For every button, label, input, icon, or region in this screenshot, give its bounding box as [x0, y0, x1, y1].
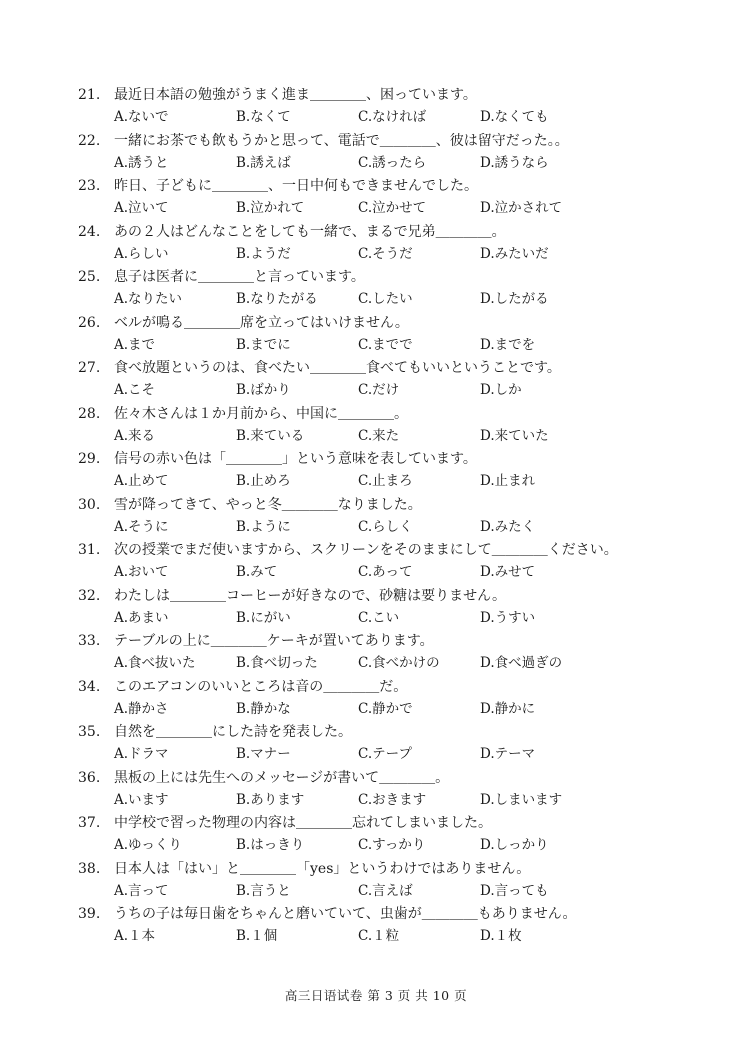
question-26	[78, 312, 718, 358]
question-stem	[78, 357, 718, 379]
option-d: D.来ていた	[480, 427, 549, 444]
option-a: A.あまい	[114, 609, 169, 626]
question-stem	[78, 858, 718, 880]
option-a: A.まで	[114, 336, 156, 353]
option-a: A.こそ	[114, 382, 156, 398]
question-23	[78, 175, 718, 221]
option-a: A.誘うと	[114, 154, 169, 171]
option-b: B.ようだ	[236, 245, 291, 262]
option-d: D.しっかり	[480, 837, 549, 853]
question-32	[78, 585, 718, 631]
question-number: 23.	[78, 178, 101, 194]
question-number: 37.	[78, 815, 101, 831]
option-a: A.おいて	[114, 564, 169, 580]
question-text: 信号の赤い色は「＿＿＿＿」という意味を表しています。	[114, 451, 477, 467]
option-b: B.みて	[236, 564, 278, 580]
option-d: D.なくても	[480, 109, 549, 125]
option-b: B.マナー	[236, 746, 291, 762]
question-text: 次の授業でまだ使いますから、スクリーンをそのままにして＿＿＿＿ください。	[114, 542, 618, 558]
question-stem	[78, 130, 718, 152]
option-c: C.そうだ	[358, 245, 413, 262]
option-c: C.誘ったら	[358, 154, 427, 171]
answer-options	[78, 607, 718, 631]
question-list	[78, 84, 718, 949]
answer-options	[78, 106, 718, 130]
option-d: D.テーマ	[480, 746, 536, 762]
option-a: A.らしい	[114, 245, 169, 262]
question-text: 最近日本語の勉強がうまく進ま＿＿＿＿、困っています。	[114, 87, 477, 103]
option-c: C.テープ	[358, 746, 412, 762]
question-text: わたしは＿＿＿＿コーヒーが好きなので、砂糖は要りません。	[114, 587, 506, 604]
answer-options	[78, 425, 718, 449]
option-d: D.泣かされて	[480, 200, 563, 216]
answer-options	[78, 470, 718, 494]
question-38	[78, 858, 718, 904]
option-b: B.食べ切った	[236, 655, 318, 671]
option-b: B.ばかり	[236, 382, 291, 398]
option-a: A.そうに	[114, 518, 169, 535]
option-a: A.います	[114, 791, 169, 808]
question-text: テーブルの上に＿＿＿＿ケーキが置いてあります。	[114, 633, 434, 649]
option-a: A.泣いて	[114, 200, 169, 216]
option-c: C.来た	[358, 427, 400, 444]
option-c: C.食べかけの	[358, 655, 440, 671]
option-d: D.静かに	[480, 700, 536, 717]
answer-options	[78, 652, 718, 676]
question-stem	[78, 767, 718, 789]
option-b: B.誘えば	[236, 154, 291, 171]
question-stem	[78, 903, 718, 925]
question-39	[78, 903, 718, 949]
question-number: 22.	[78, 132, 101, 149]
question-24	[78, 221, 718, 267]
question-text: 息子は医者に＿＿＿＿と言っています。	[114, 269, 365, 285]
option-c: C.したい	[358, 291, 413, 307]
answer-options	[78, 334, 718, 358]
question-number: 38.	[78, 860, 101, 877]
option-b: B.来ている	[236, 427, 305, 444]
question-stem	[78, 494, 718, 516]
question-number: 27.	[78, 360, 101, 376]
question-27	[78, 357, 718, 403]
option-b: B.ように	[236, 518, 291, 535]
question-number: 31.	[78, 542, 101, 558]
option-c: C.すっかり	[358, 837, 426, 853]
answer-options	[78, 516, 718, 540]
question-22	[78, 130, 718, 176]
option-c: C.あって	[358, 564, 413, 580]
question-33	[78, 630, 718, 676]
question-stem	[78, 175, 718, 197]
question-text: 中学校で習った物理の内容は＿＿＿＿忘れてしまいました。	[114, 815, 492, 831]
question-25	[78, 266, 718, 312]
answer-options	[78, 834, 718, 858]
option-b: B.なりたがる	[236, 291, 318, 307]
answer-options	[78, 288, 718, 312]
question-stem	[78, 448, 718, 470]
question-number: 35.	[78, 724, 101, 740]
question-text: 昨日、子どもに＿＿＿＿、一日中何もできませんでした。	[114, 178, 478, 194]
question-text: 雪が降ってきて、やっと冬＿＿＿＿なりました。	[114, 496, 422, 513]
question-stem	[78, 539, 718, 561]
answer-options	[78, 243, 718, 267]
question-number: 36.	[78, 769, 101, 786]
question-text: あの２人はどんなことをしても一緒で、まるで兄弟＿＿＿＿。	[114, 223, 506, 240]
question-number: 33.	[78, 633, 101, 649]
question-text: 自然を＿＿＿＿にした詩を発表した。	[114, 724, 352, 740]
question-text: うちの子は毎日歯をちゃんと磨いていて、虫歯が＿＿＿＿もありません。	[114, 906, 577, 922]
option-a: A.なりたい	[114, 291, 183, 307]
option-b: B.泣かれて	[236, 200, 305, 216]
question-29	[78, 448, 718, 494]
answer-options	[78, 880, 718, 904]
question-number: 32.	[78, 587, 101, 604]
question-stem	[78, 585, 718, 607]
question-28	[78, 403, 718, 449]
question-34	[78, 676, 718, 722]
question-stem	[78, 721, 718, 743]
option-a: A.静かさ	[114, 700, 169, 717]
option-d: D.までを	[480, 336, 536, 353]
question-stem	[78, 84, 718, 106]
question-text: 食べ放題というのは、食べたい＿＿＿＿食べてもいいということです。	[114, 360, 561, 376]
question-text: 日本人は「はい」と＿＿＿＿「yes」というわけではありません。	[114, 860, 531, 877]
question-number: 24.	[78, 223, 101, 240]
option-a: A.ないで	[114, 109, 169, 125]
option-d: D.止まれ	[480, 473, 536, 489]
question-stem	[78, 403, 718, 425]
question-36	[78, 767, 718, 813]
answer-options	[78, 152, 718, 176]
question-stem	[78, 221, 718, 243]
question-number: 26.	[78, 314, 101, 331]
question-number: 39.	[78, 906, 101, 922]
option-a: A.ドラマ	[114, 746, 169, 762]
question-number: 30.	[78, 496, 101, 513]
option-c: C.止まろ	[358, 473, 413, 489]
question-30	[78, 494, 718, 540]
option-b: B.あります	[236, 791, 305, 808]
option-d: D.うすい	[480, 609, 536, 626]
option-d: D.しまいます	[480, 791, 563, 808]
option-b: B.止めろ	[236, 473, 291, 489]
option-a: A.１本	[114, 928, 156, 944]
question-35	[78, 721, 718, 767]
question-number: 28.	[78, 405, 101, 422]
answer-options	[78, 925, 718, 949]
answer-options	[78, 743, 718, 767]
option-a: A.ゆっくり	[114, 837, 182, 853]
question-21	[78, 84, 718, 130]
option-b: B.はっきり	[236, 837, 305, 853]
question-text: このエアコンのいいところは音の＿＿＿＿だ。	[114, 678, 408, 695]
question-text: 一緒にお茶でも飲もうかと思って、電話で＿＿＿＿、彼は留守だった。。	[114, 132, 569, 149]
option-b: B.静かな	[236, 700, 291, 717]
option-a: A.食べ抜いた	[114, 655, 196, 671]
answer-options	[78, 698, 718, 722]
option-d: D.みせて	[480, 564, 536, 580]
answer-options	[78, 197, 718, 221]
question-number: 21.	[78, 87, 101, 103]
option-d: D.したがる	[480, 291, 549, 307]
option-c: C.らしく	[358, 518, 413, 535]
question-31	[78, 539, 718, 585]
question-number: 34.	[78, 678, 101, 695]
option-d: D.みたく	[480, 518, 536, 535]
page-footer: 高三日语试卷 第 3 页 共 10 页	[284, 988, 468, 1003]
question-number: 29.	[78, 451, 101, 467]
option-b: B.１個	[236, 928, 278, 944]
option-b: B.なくて	[236, 109, 291, 125]
option-a: A.来る	[114, 427, 156, 444]
question-stem	[78, 676, 718, 698]
option-a: A.言って	[114, 882, 169, 899]
question-number: 25.	[78, 269, 101, 285]
question-37	[78, 812, 718, 858]
answer-options	[78, 379, 718, 403]
option-b: B.までに	[236, 336, 291, 353]
option-c: C.静かで	[358, 700, 413, 717]
option-c: C.泣かせて	[358, 200, 427, 216]
option-d: D.しか	[480, 382, 522, 398]
answer-options	[78, 789, 718, 813]
option-d: D.食べ過ぎの	[480, 655, 563, 671]
option-b: B.にがい	[236, 609, 291, 626]
question-stem	[78, 630, 718, 652]
question-stem	[78, 266, 718, 288]
option-c: C.１粒	[358, 928, 400, 944]
question-stem	[78, 812, 718, 834]
option-c: C.だけ	[358, 382, 400, 398]
question-text: 黒板の上には先生へのメッセージが書いて＿＿＿＿。	[114, 769, 450, 786]
option-c: C.こい	[358, 609, 400, 626]
option-b: B.言うと	[236, 882, 291, 899]
question-text: 佐々木さんは１か月前から、中国に＿＿＿＿。	[114, 405, 408, 422]
option-d: D.言っても	[480, 882, 549, 899]
option-d: D.誘うなら	[480, 154, 549, 171]
option-d: D.１枚	[480, 928, 522, 944]
option-d: D.みたいだ	[480, 245, 549, 262]
option-c: C.までで	[358, 336, 413, 353]
question-stem	[78, 312, 718, 334]
option-c: C.言えば	[358, 882, 413, 899]
option-c: C.なければ	[358, 109, 427, 125]
answer-options	[78, 561, 718, 585]
question-text: ベルが鳴る＿＿＿＿席を立ってはいけません。	[114, 314, 409, 331]
option-c: C.おきます	[358, 791, 427, 808]
option-a: A.止めて	[114, 473, 169, 489]
